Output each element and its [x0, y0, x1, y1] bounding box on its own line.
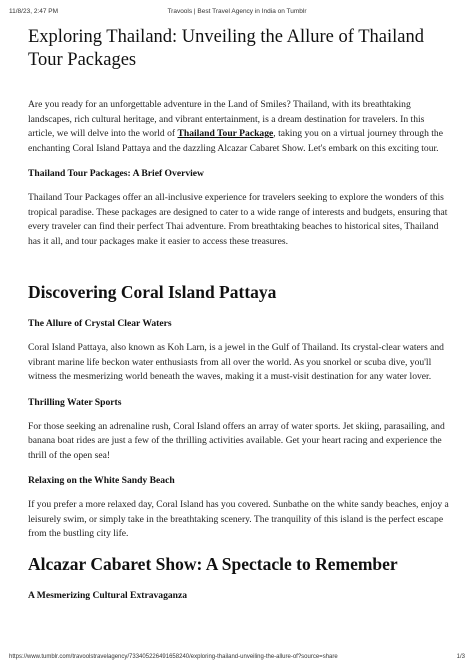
print-datetime: 11/8/23, 2:47 PM [9, 8, 59, 15]
crystal-waters-heading: The Allure of Crystal Clear Waters [28, 318, 172, 329]
intro-text-after-link: , taking you on a virtual journey through the enchanting Coral Island Pattaya and the dazzling Alcazar Cabaret Show. Let's embark on this exciting tour. [28, 128, 443, 154]
coral-island-heading: Discovering Coral Island Pattaya [28, 282, 277, 302]
crystal-waters-paragraph: Coral Island Pattaya, also known as Koh Larn, is a jewel in the Gulf of Thailand. Its crystal-clear waters and vibrant marine life beckon water enthusiasts from all over the world. As you snorkel or scuba dive, you'll witness the mesmerizing world beneath the waves, making it a must-visit destination for any water lover. [28, 342, 444, 382]
water-sports-paragraph: For those seeking an adrenaline rush, Coral Island offers an array of water sports. Jet skiing, parasailing, and banana boat rides are just a few of the thrilling activities available. Get your heart racing and experience the thrill of the open sea! [28, 420, 445, 461]
intro-text-before-link: Are you ready for an unforgettable adventure in the Land of Smiles? Thailand, with its breathtaking landscapes, rich cultural heritage, and vibrant entertainment, is a dream destination for travelers. In this article, we will delve into the world of [28, 99, 425, 139]
article-title: Exploring Thailand: Unveiling the Allure of Thailand Tour Packages [28, 27, 424, 70]
sandy-beach-heading: Relaxing on the White Sandy Beach [28, 475, 175, 486]
print-url: https://www.tumblr.com/travoolstravelagency/733405226491658240/exploring-thailand-unveiling-the-allure-of?source=share [9, 654, 338, 660]
sandy-beach-paragraph: If you prefer a more relaxed day, Coral Island has you covered. Sunbathe on the white sandy beaches, enjoy a leisurely swim, or simply take in the breathtaking scenery. The tranquility of this island is the perfect escape from the bustling city life. [28, 499, 449, 539]
overview-heading: Thailand Tour Packages: A Brief Overview [28, 168, 204, 179]
print-page-number: 1/3 [456, 654, 465, 660]
thailand-tour-package-link[interactable]: Thailand Tour Package [177, 128, 274, 139]
intro-paragraph [28, 98, 452, 156]
cultural-extravaganza-heading: A Mesmerizing Cultural Extravaganza [28, 589, 188, 601]
print-footer [9, 654, 465, 664]
overview-paragraph: Thailand Tour Packages offer an all-inclusive experience for travelers seeking to explore the wonders of this tropical paradise. These packages are designed to cater to a wide range of interests and budgets, ensuring that every traveler can find their perfect Thai adventure. From breathtaking beaches to historical sites, Thailand has it all, and tour packages make it easier to access these treasures. [28, 192, 448, 247]
article [28, 26, 452, 603]
water-sports-heading: Thrilling Water Sports [28, 396, 122, 408]
print-page-title: Travools | Best Travel Agency in India on Tumblr [167, 8, 307, 15]
alcazar-heading: Alcazar Cabaret Show: A Spectacle to Remember [28, 553, 398, 574]
print-header [9, 8, 465, 18]
